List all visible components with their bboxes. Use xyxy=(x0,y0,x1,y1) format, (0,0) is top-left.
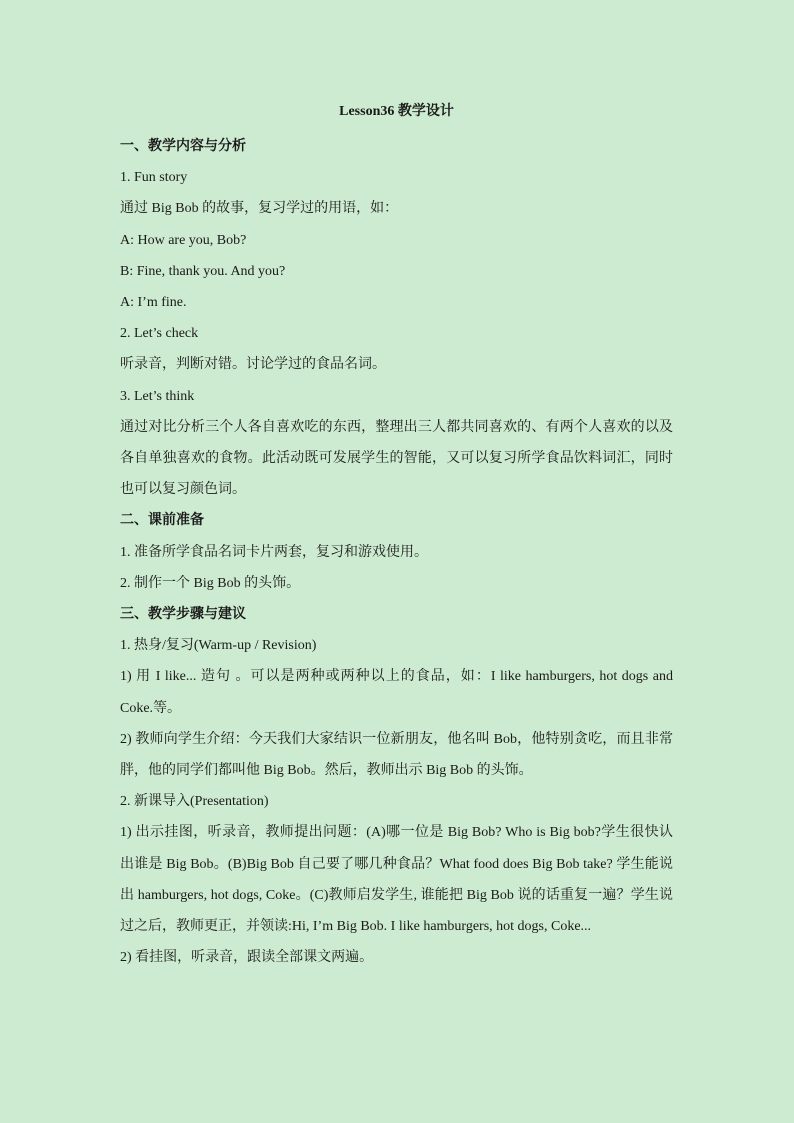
section-heading-preparation: 二、课前准备 xyxy=(120,512,204,529)
document-title: Lesson36 教学设计 xyxy=(339,104,454,119)
step-presentation-item: 1) 出示挂图，听录音，教师提出问题：(A)哪一位是 Big Bob? Who is Big bob?学生很快认出谁是 Big Bob。(B)Big Bob 自己要了哪几种食品？What food does Big Bob take? 学生能说出 hamburgers, hot dogs, Coke。(C)教师启发学生, 谁能把 Big Bob 说的话重复一遍？学生说过之后，教师更正，并领读:Hi, I’m Big Bob. I like hamburgers, hot dogs, Coke... xyxy=(120,825,673,935)
preparation-item: 1. 准备所学食品名词卡片两套，复习和游戏使用。 xyxy=(120,544,428,560)
step-presentation-title: 2. 新课导入(Presentation) xyxy=(120,794,269,810)
item-lets-check-title: 2. Let’s check xyxy=(120,326,199,342)
dialog-line: A: I’m fine. xyxy=(120,295,187,311)
document-body xyxy=(120,100,673,973)
item-fun-story-description: 通过 Big Bob 的故事，复习学过的用语，如： xyxy=(120,201,399,217)
step-warmup-title: 1. 热身/复习(Warm-up / Revision) xyxy=(120,638,317,654)
item-lets-think-title: 3. Let’s think xyxy=(120,388,195,404)
step-warmup-item: 1) 用 I like... 造句 。可以是两种或两种以上的食品，如：I like hamburgers, hot dogs and Coke.等。 xyxy=(120,669,673,716)
section-heading-content-analysis: 一、教学内容与分析 xyxy=(120,138,246,154)
step-presentation-item: 2) 看挂图，听录音，跟读全部课文两遍。 xyxy=(120,950,374,966)
item-lets-check-description: 听录音，判断对错。讨论学过的食品名词。 xyxy=(120,357,386,373)
item-lets-think-description: 通过对比分析三个人各自喜欢吃的东西，整理出三人都共同喜欢的、有两个人喜欢的以及各自单独喜欢的食物。此活动既可发展学生的智能，又可以复习所学食品饮料词汇，同时也可以复习颜色词。 xyxy=(120,419,673,498)
dialog-line: B: Fine, thank you. And you? xyxy=(120,263,286,279)
dialog-line: A: How are you, Bob? xyxy=(120,232,247,248)
preparation-item: 2. 制作一个 Big Bob 的头饰。 xyxy=(120,575,301,591)
item-fun-story-title: 1. Fun story xyxy=(120,170,188,186)
step-warmup-item: 2) 教师向学生介绍：今天我们大家结识一位新朋友，他名叫 Bob，他特别贪吃，而且非常胖，他的同学们都叫他 Big Bob。然后，教师出示 Big Bob 的头饰。 xyxy=(120,731,673,779)
section-heading-teaching-steps: 三、教学步骤与建议 xyxy=(120,606,246,623)
